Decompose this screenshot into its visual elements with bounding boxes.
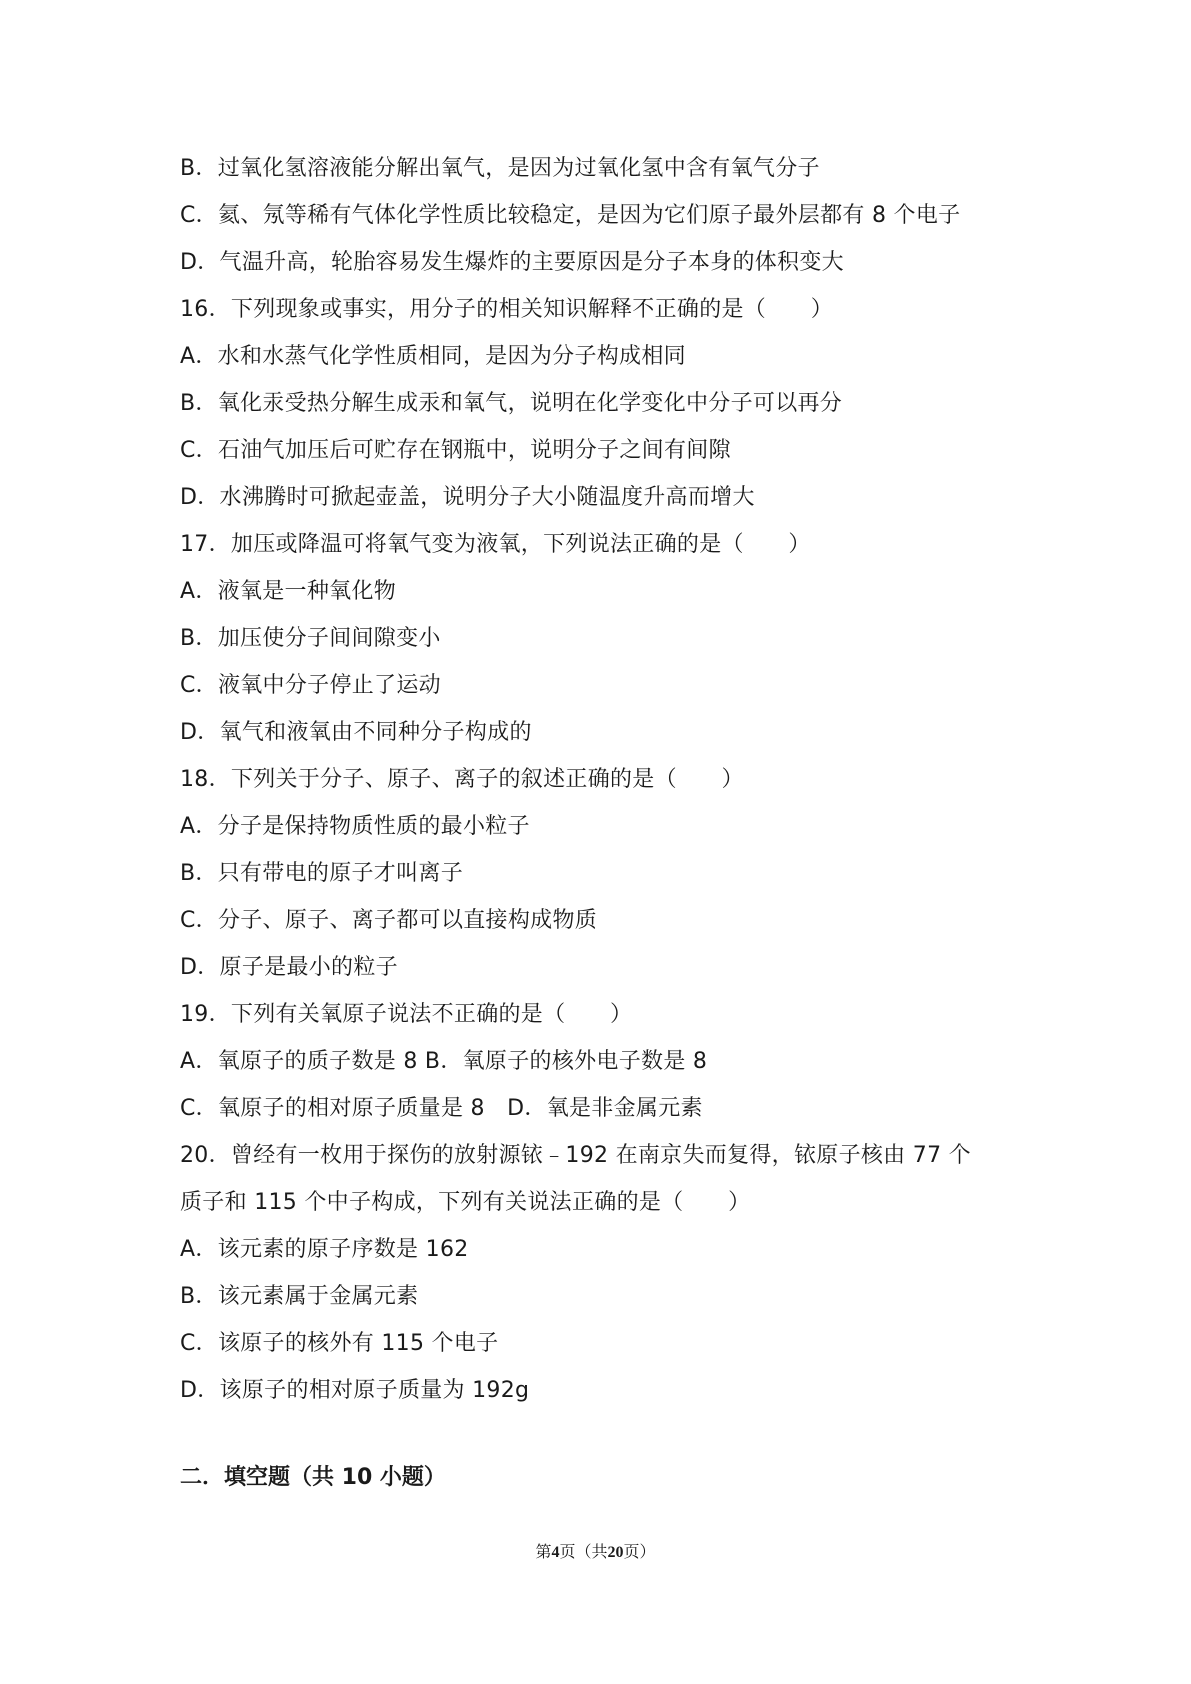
question-20-stem-line-2: 质子和 115 个中子构成，下列有关说法正确的是（ ） <box>180 1190 751 1215</box>
option-16-d: D．水沸腾时可掀起壶盖，说明分子大小随温度升高而增大 <box>180 485 755 510</box>
footer-prefix: 第 <box>535 1542 552 1561</box>
option-17-a: A．液氧是一种氧化物 <box>180 579 397 604</box>
option-20-b: B．该元素属于金属元素 <box>180 1284 419 1309</box>
option-19-cd: C．氧原子的相对原子质量是 8 D．氧是非金属元素 <box>180 1096 703 1121</box>
footer-middle: 页（共 <box>559 1542 608 1561</box>
section-heading: 二．填空题（共 10 小题） <box>180 1465 446 1490</box>
option-15-b: B．过氧化氢溶液能分解出氧气，是因为过氧化氢中含有氧气分子 <box>180 156 820 181</box>
footer-suffix: 页） <box>623 1542 656 1561</box>
option-20-d: D．该原子的相对原子质量为 192g <box>180 1378 530 1403</box>
option-16-c: C．石油气加压后可贮存在钢瓶中，说明分子之间有间隙 <box>180 438 731 463</box>
option-18-c: C．分子、原子、离子都可以直接构成物质 <box>180 908 598 933</box>
option-18-a: A．分子是保持物质性质的最小粒子 <box>180 814 530 839</box>
footer-page-number: 4 <box>551 1544 560 1561</box>
question-18-stem: 18．下列关于分子、原子、离子的叙述正确的是（ ） <box>180 767 744 792</box>
option-18-b: B．只有带电的原子才叫离子 <box>180 861 463 886</box>
option-15-c: C．氦、氖等稀有气体化学性质比较稳定，是因为它们原子最外层都有 8 个电子 <box>180 203 961 228</box>
page-footer <box>0 1540 1191 1565</box>
option-19-ab: A．氧原子的质子数是 8 B．氧原子的核外电子数是 8 <box>180 1049 708 1074</box>
option-20-a: A．该元素的原子序数是 162 <box>180 1237 469 1262</box>
option-15-d: D．气温升高，轮胎容易发生爆炸的主要原因是分子本身的体积变大 <box>180 250 844 275</box>
option-17-d: D．氧气和液氧由不同种分子构成的 <box>180 720 532 745</box>
option-20-c: C．该原子的核外有 115 个电子 <box>180 1331 499 1356</box>
question-body <box>180 145 1060 1414</box>
option-17-c: C．液氧中分子停止了运动 <box>180 673 441 698</box>
footer-total-pages: 20 <box>607 1544 624 1561</box>
option-16-a: A．水和水蒸气化学性质相同，是因为分子构成相同 <box>180 344 686 369</box>
option-17-b: B．加压使分子间间隙变小 <box>180 626 441 651</box>
question-19-stem: 19．下列有关氧原子说法不正确的是（ ） <box>180 1002 633 1027</box>
question-16-stem: 16．下列现象或事实，用分子的相关知识解释不正确的是（ ） <box>180 297 833 322</box>
option-16-b: B．氧化汞受热分解生成汞和氧气，说明在化学变化中分子可以再分 <box>180 391 843 416</box>
question-17-stem: 17．加压或降温可将氧气变为液氧，下列说法正确的是（ ） <box>180 532 811 557</box>
option-18-d: D．原子是最小的粒子 <box>180 955 398 980</box>
question-20-stem-line-1: 20．曾经有一枚用于探伤的放射源铱﹣192 在南京失而复得，铱原子核由 77 个 <box>180 1143 971 1168</box>
